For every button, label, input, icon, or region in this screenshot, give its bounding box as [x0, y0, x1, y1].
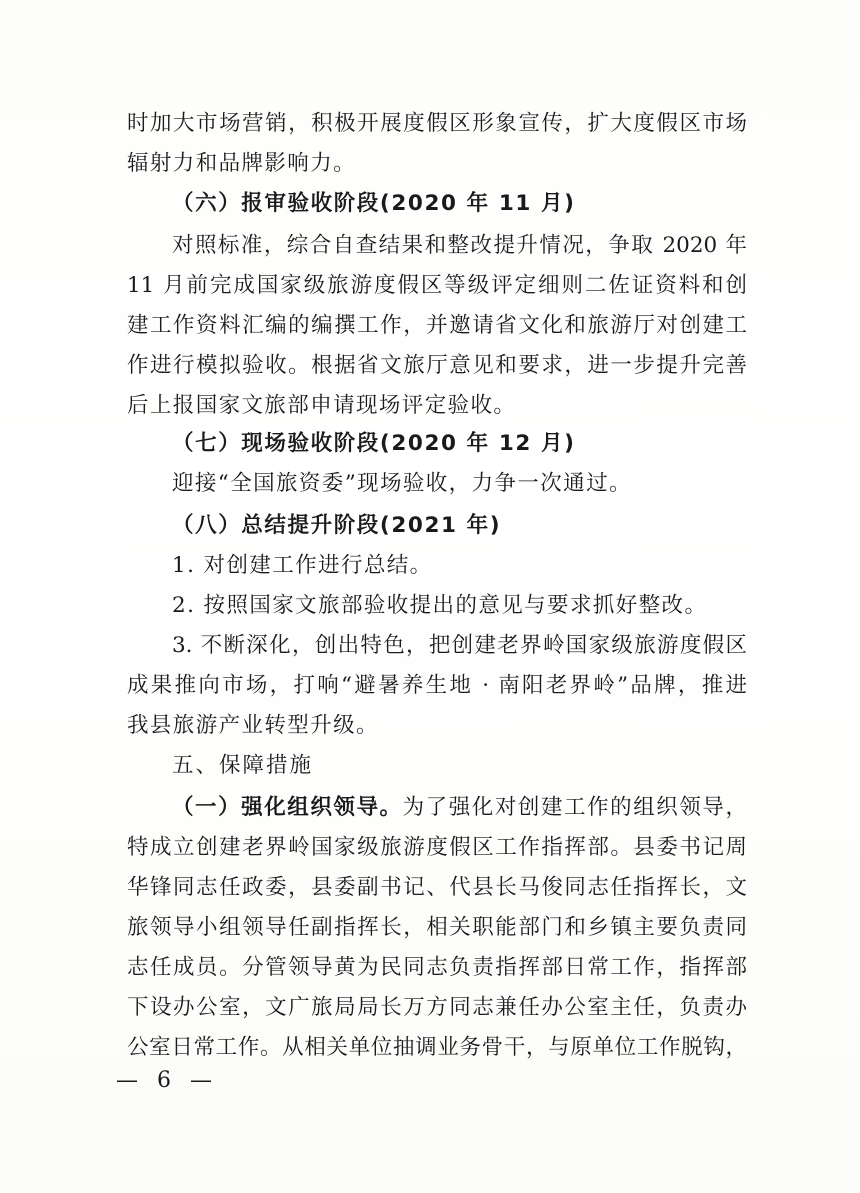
body-line — [172, 788, 747, 828]
body-line: 建工作资料汇编的编撰工作，并邀请省文化和旅游厅对创建工 — [127, 313, 747, 338]
stage-heading-7: （七）现场验收阶段(2020 年 12 月) — [172, 431, 576, 456]
body-line: 辐射力和品牌影响力。 — [127, 151, 357, 176]
body-line: 成果推向市场，打响“避暑养生地 · 南阳老界岭”品牌，推进 — [127, 673, 747, 698]
body-line: 华锋同志任政委，县委副书记、代县长马俊同志任指挥长，文 — [127, 875, 747, 900]
body-line: 后上报国家文旅部申请现场评定验收。 — [127, 393, 517, 418]
body-line: 迎接“全国旅资委”现场验收，力争一次通过。 — [172, 471, 632, 496]
section-title: 五、保障措施 — [172, 753, 314, 778]
body-text: 为了强化对创建工作的组织领导， — [402, 795, 747, 820]
body-line: 我县旅游产业转型升级。 — [127, 713, 379, 738]
measure-heading-1: （一）强化组织领导。 — [172, 795, 403, 820]
page-number: — 6 — — [116, 1068, 218, 1093]
body-line: 下设办公室，文广旅局局长万方同志兼任办公室主任，负责办 — [127, 995, 747, 1020]
body-line: 志任成员。分管领导黄为民同志负责指挥部日常工作，指挥部 — [127, 955, 747, 980]
body-line: 公室日常工作。从相关单位抽调业务骨干，与原单位工作脱钩， — [127, 1035, 747, 1060]
list-item-1: 1. 对创建工作进行总结。 — [172, 553, 433, 578]
body-line: 旅领导小组领导任副指挥长，相关职能部门和乡镇主要负责同 — [127, 915, 747, 940]
list-item-2: 2. 按照国家文旅部验收提出的意见与要求抓好整改。 — [172, 593, 708, 618]
body-line: 11 月前完成国家级旅游度假区等级评定细则二佐证资料和创 — [127, 273, 747, 298]
list-item-3: 3. 不断深化，创出特色，把创建老界岭国家级旅游度假区 — [172, 633, 747, 658]
body-line: 对照标准，综合自查结果和整改提升情况，争取 2020 年 — [172, 233, 747, 258]
body-line: 作进行模拟验收。根据省文旅厅意见和要求，进一步提升完善 — [127, 353, 747, 378]
stage-heading-8: （八）总结提升阶段(2021 年) — [172, 513, 502, 538]
body-line: 特成立创建老界岭国家级旅游度假区工作指挥部。县委书记周 — [127, 835, 747, 860]
stage-heading-6: （六）报审验收阶段(2020 年 11 月) — [172, 191, 576, 216]
body-line: 时加大市场营销，积极开展度假区形象宣传，扩大度假区市场 — [127, 111, 747, 136]
